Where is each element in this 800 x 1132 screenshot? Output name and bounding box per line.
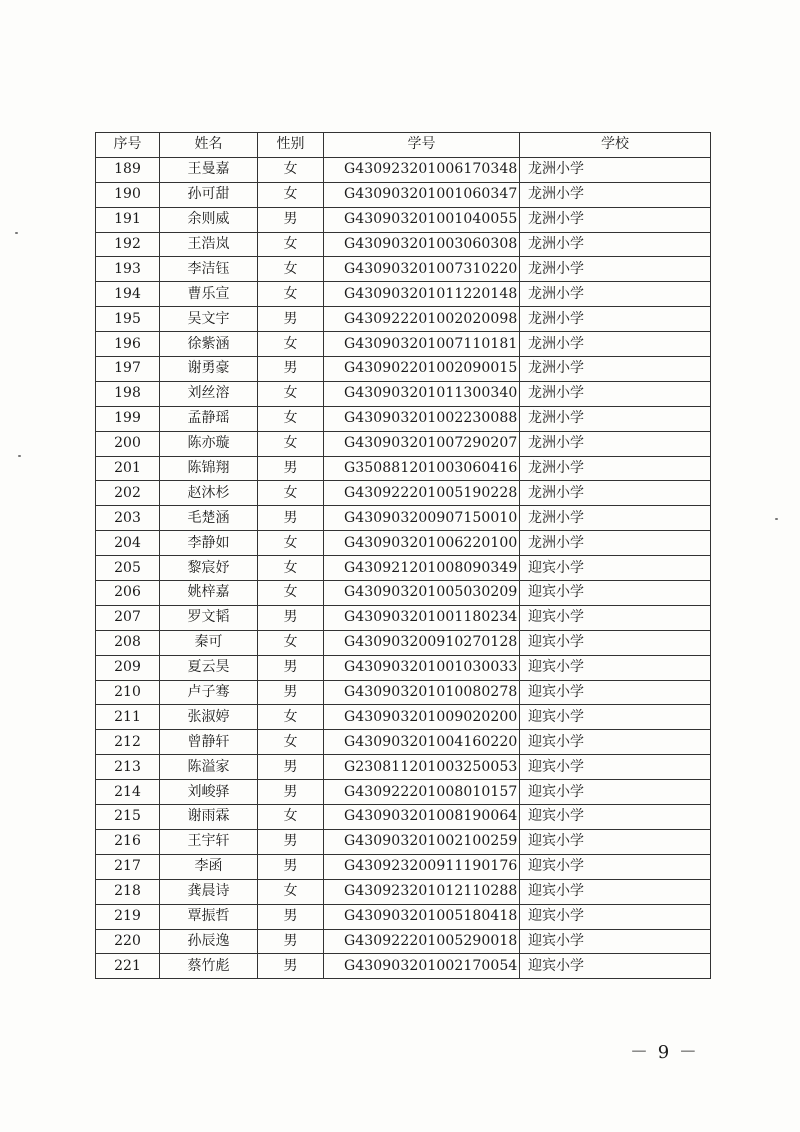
cell-seq: 196 [96,332,160,357]
cell-name: 李洁钰 [160,257,258,282]
table-row [96,581,711,606]
cell-school: 迎宾小学 [520,829,711,854]
cell-student-id: G430903201001180234 [324,605,520,630]
cell-student-id: G350881201003060416 [324,456,520,481]
header-student-id: 学号 [324,133,520,158]
cell-school: 迎宾小学 [520,556,711,581]
cell-school: 迎宾小学 [520,904,711,929]
cell-seq: 201 [96,456,160,481]
cell-name: 李函 [160,854,258,879]
cell-name: 张淑婷 [160,705,258,730]
cell-student-id: G430903201001060347 [324,182,520,207]
cell-gender: 女 [258,431,324,456]
cell-seq: 215 [96,805,160,830]
cell-student-id: G430903200907150010 [324,506,520,531]
cell-name: 曾静轩 [160,730,258,755]
cell-name: 孟静瑶 [160,406,258,431]
cell-school: 迎宾小学 [520,854,711,879]
cell-gender: 女 [258,705,324,730]
cell-seq: 208 [96,630,160,655]
header-seq: 序号 [96,133,160,158]
cell-gender: 男 [258,904,324,929]
table-row [96,456,711,481]
table-row [96,157,711,182]
cell-gender: 男 [258,207,324,232]
cell-seq: 213 [96,755,160,780]
cell-student-id: G430923200911190176 [324,854,520,879]
cell-gender: 男 [258,456,324,481]
cell-gender: 男 [258,854,324,879]
cell-seq: 217 [96,854,160,879]
cell-school: 龙洲小学 [520,207,711,232]
cell-seq: 216 [96,829,160,854]
cell-name: 陈溢家 [160,755,258,780]
scan-speck [15,232,18,234]
cell-name: 余则威 [160,207,258,232]
table-body [96,157,711,978]
cell-name: 刘峻驿 [160,780,258,805]
cell-gender: 女 [258,182,324,207]
cell-student-id: G430903201002230088 [324,406,520,431]
table-row [96,207,711,232]
table-row [96,332,711,357]
table-row [96,531,711,556]
cell-seq: 212 [96,730,160,755]
cell-school: 龙洲小学 [520,282,711,307]
cell-seq: 195 [96,307,160,332]
scan-speck [18,455,21,457]
cell-student-id: G430903201003060308 [324,232,520,257]
cell-gender: 男 [258,954,324,979]
cell-seq: 190 [96,182,160,207]
cell-seq: 197 [96,357,160,382]
cell-student-id: G430922201005290018 [324,929,520,954]
table-row [96,182,711,207]
cell-school: 龙洲小学 [520,232,711,257]
cell-seq: 203 [96,506,160,531]
cell-name: 龚晨诗 [160,879,258,904]
table-row [96,805,711,830]
cell-seq: 205 [96,556,160,581]
cell-name: 陈锦翔 [160,456,258,481]
cell-gender: 女 [258,481,324,506]
table-row [96,232,711,257]
cell-seq: 219 [96,904,160,929]
cell-student-id: G430903201007310220 [324,257,520,282]
table-row [96,556,711,581]
cell-school: 迎宾小学 [520,879,711,904]
cell-school: 龙洲小学 [520,182,711,207]
cell-school: 迎宾小学 [520,755,711,780]
cell-seq: 191 [96,207,160,232]
cell-name: 夏云昊 [160,655,258,680]
cell-school: 龙洲小学 [520,481,711,506]
cell-seq: 214 [96,780,160,805]
cell-school: 龙洲小学 [520,381,711,406]
cell-name: 蔡竹彪 [160,954,258,979]
cell-seq: 202 [96,481,160,506]
cell-student-id: G430903201007110181 [324,332,520,357]
cell-student-id: G430903201001030033 [324,655,520,680]
header-gender: 性别 [258,133,324,158]
table-row [96,829,711,854]
cell-student-id: G230811201003250053 [324,755,520,780]
cell-seq: 198 [96,381,160,406]
cell-school: 龙洲小学 [520,406,711,431]
cell-seq: 193 [96,257,160,282]
cell-school: 龙洲小学 [520,456,711,481]
cell-student-id: G430903201011220148 [324,282,520,307]
cell-student-id: G430903201006220100 [324,531,520,556]
table-row [96,357,711,382]
table-row [96,854,711,879]
scan-speck [775,518,778,520]
cell-seq: 204 [96,531,160,556]
cell-gender: 男 [258,680,324,705]
table-row [96,705,711,730]
cell-gender: 女 [258,381,324,406]
table-row [96,730,711,755]
table-row [96,307,711,332]
table-header-row [96,133,711,158]
table-row [96,257,711,282]
cell-name: 黎宸妤 [160,556,258,581]
cell-gender: 女 [258,257,324,282]
cell-school: 迎宾小学 [520,680,711,705]
cell-gender: 女 [258,531,324,556]
cell-seq: 206 [96,581,160,606]
cell-gender: 女 [258,879,324,904]
cell-student-id: G430922201002020098 [324,307,520,332]
table-row [96,680,711,705]
cell-gender: 男 [258,605,324,630]
cell-name: 卢子骞 [160,680,258,705]
cell-name: 刘丝溶 [160,381,258,406]
cell-name: 吴文宇 [160,307,258,332]
header-school: 学校 [520,133,711,158]
table-row [96,655,711,680]
cell-student-id: G430903201002170054 [324,954,520,979]
table-row [96,929,711,954]
cell-school: 迎宾小学 [520,581,711,606]
cell-student-id: G430903201007290207 [324,431,520,456]
table-row [96,431,711,456]
cell-school: 迎宾小学 [520,705,711,730]
cell-school: 迎宾小学 [520,730,711,755]
cell-name: 李静如 [160,531,258,556]
cell-school: 迎宾小学 [520,655,711,680]
cell-gender: 女 [258,232,324,257]
cell-seq: 199 [96,406,160,431]
cell-student-id: G430903201008190064 [324,805,520,830]
cell-gender: 女 [258,282,324,307]
cell-student-id: G430921201008090349 [324,556,520,581]
cell-name: 罗文韬 [160,605,258,630]
cell-seq: 189 [96,157,160,182]
cell-seq: 221 [96,954,160,979]
table-row [96,954,711,979]
cell-school: 迎宾小学 [520,605,711,630]
cell-gender: 男 [258,655,324,680]
cell-name: 谢雨霖 [160,805,258,830]
cell-school: 迎宾小学 [520,805,711,830]
cell-school: 龙洲小学 [520,531,711,556]
cell-student-id: G430903201001040055 [324,207,520,232]
cell-name: 毛楚涵 [160,506,258,531]
cell-seq: 207 [96,605,160,630]
cell-name: 王宇轩 [160,829,258,854]
cell-name: 赵沐杉 [160,481,258,506]
cell-seq: 211 [96,705,160,730]
table-row [96,630,711,655]
cell-gender: 女 [258,730,324,755]
table-row [96,406,711,431]
cell-gender: 女 [258,157,324,182]
cell-school: 龙洲小学 [520,157,711,182]
cell-seq: 209 [96,655,160,680]
cell-school: 龙洲小学 [520,431,711,456]
cell-name: 王曼嘉 [160,157,258,182]
cell-gender: 女 [258,805,324,830]
cell-seq: 210 [96,680,160,705]
table-row [96,879,711,904]
cell-name: 陈亦璇 [160,431,258,456]
cell-student-id: G430902201002090015 [324,357,520,382]
cell-school: 龙洲小学 [520,332,711,357]
cell-student-id: G430903201005180418 [324,904,520,929]
table-row [96,780,711,805]
cell-student-id: G430903201002100259 [324,829,520,854]
cell-gender: 男 [258,307,324,332]
header-name: 姓名 [160,133,258,158]
cell-name: 王浩岚 [160,232,258,257]
cell-name: 孙辰逸 [160,929,258,954]
cell-gender: 女 [258,332,324,357]
cell-name: 谢勇豪 [160,357,258,382]
table-row [96,755,711,780]
cell-student-id: G430923201012110288 [324,879,520,904]
cell-student-id: G430903200910270128 [324,630,520,655]
cell-gender: 女 [258,630,324,655]
cell-seq: 194 [96,282,160,307]
cell-school: 迎宾小学 [520,630,711,655]
cell-gender: 女 [258,581,324,606]
cell-gender: 男 [258,755,324,780]
cell-gender: 女 [258,556,324,581]
cell-name: 姚梓嘉 [160,581,258,606]
cell-gender: 男 [258,780,324,805]
page-number: － 9 － [630,1042,699,1063]
cell-school: 迎宾小学 [520,954,711,979]
cell-name: 曹乐宣 [160,282,258,307]
student-roster-table [95,132,711,979]
cell-gender: 男 [258,829,324,854]
cell-name: 徐紫涵 [160,332,258,357]
cell-school: 龙洲小学 [520,506,711,531]
cell-gender: 男 [258,506,324,531]
cell-student-id: G430923201006170348 [324,157,520,182]
table-row [96,381,711,406]
cell-school: 龙洲小学 [520,257,711,282]
table-row [96,605,711,630]
cell-school: 迎宾小学 [520,929,711,954]
cell-seq: 218 [96,879,160,904]
cell-student-id: G430903201010080278 [324,680,520,705]
cell-name: 秦可 [160,630,258,655]
cell-gender: 女 [258,406,324,431]
cell-student-id: G430903201011300340 [324,381,520,406]
cell-seq: 200 [96,431,160,456]
cell-student-id: G430903201005030209 [324,581,520,606]
table-row [96,904,711,929]
cell-name: 孙可甜 [160,182,258,207]
cell-student-id: G430922201008010157 [324,780,520,805]
cell-seq: 220 [96,929,160,954]
cell-student-id: G430903201004160220 [324,730,520,755]
cell-gender: 男 [258,357,324,382]
cell-student-id: G430903201009020200 [324,705,520,730]
cell-school: 龙洲小学 [520,307,711,332]
cell-school: 龙洲小学 [520,357,711,382]
cell-name: 覃振哲 [160,904,258,929]
cell-school: 迎宾小学 [520,780,711,805]
table-row [96,506,711,531]
table-row [96,481,711,506]
cell-seq: 192 [96,232,160,257]
cell-student-id: G430922201005190228 [324,481,520,506]
table-row [96,282,711,307]
cell-gender: 男 [258,929,324,954]
